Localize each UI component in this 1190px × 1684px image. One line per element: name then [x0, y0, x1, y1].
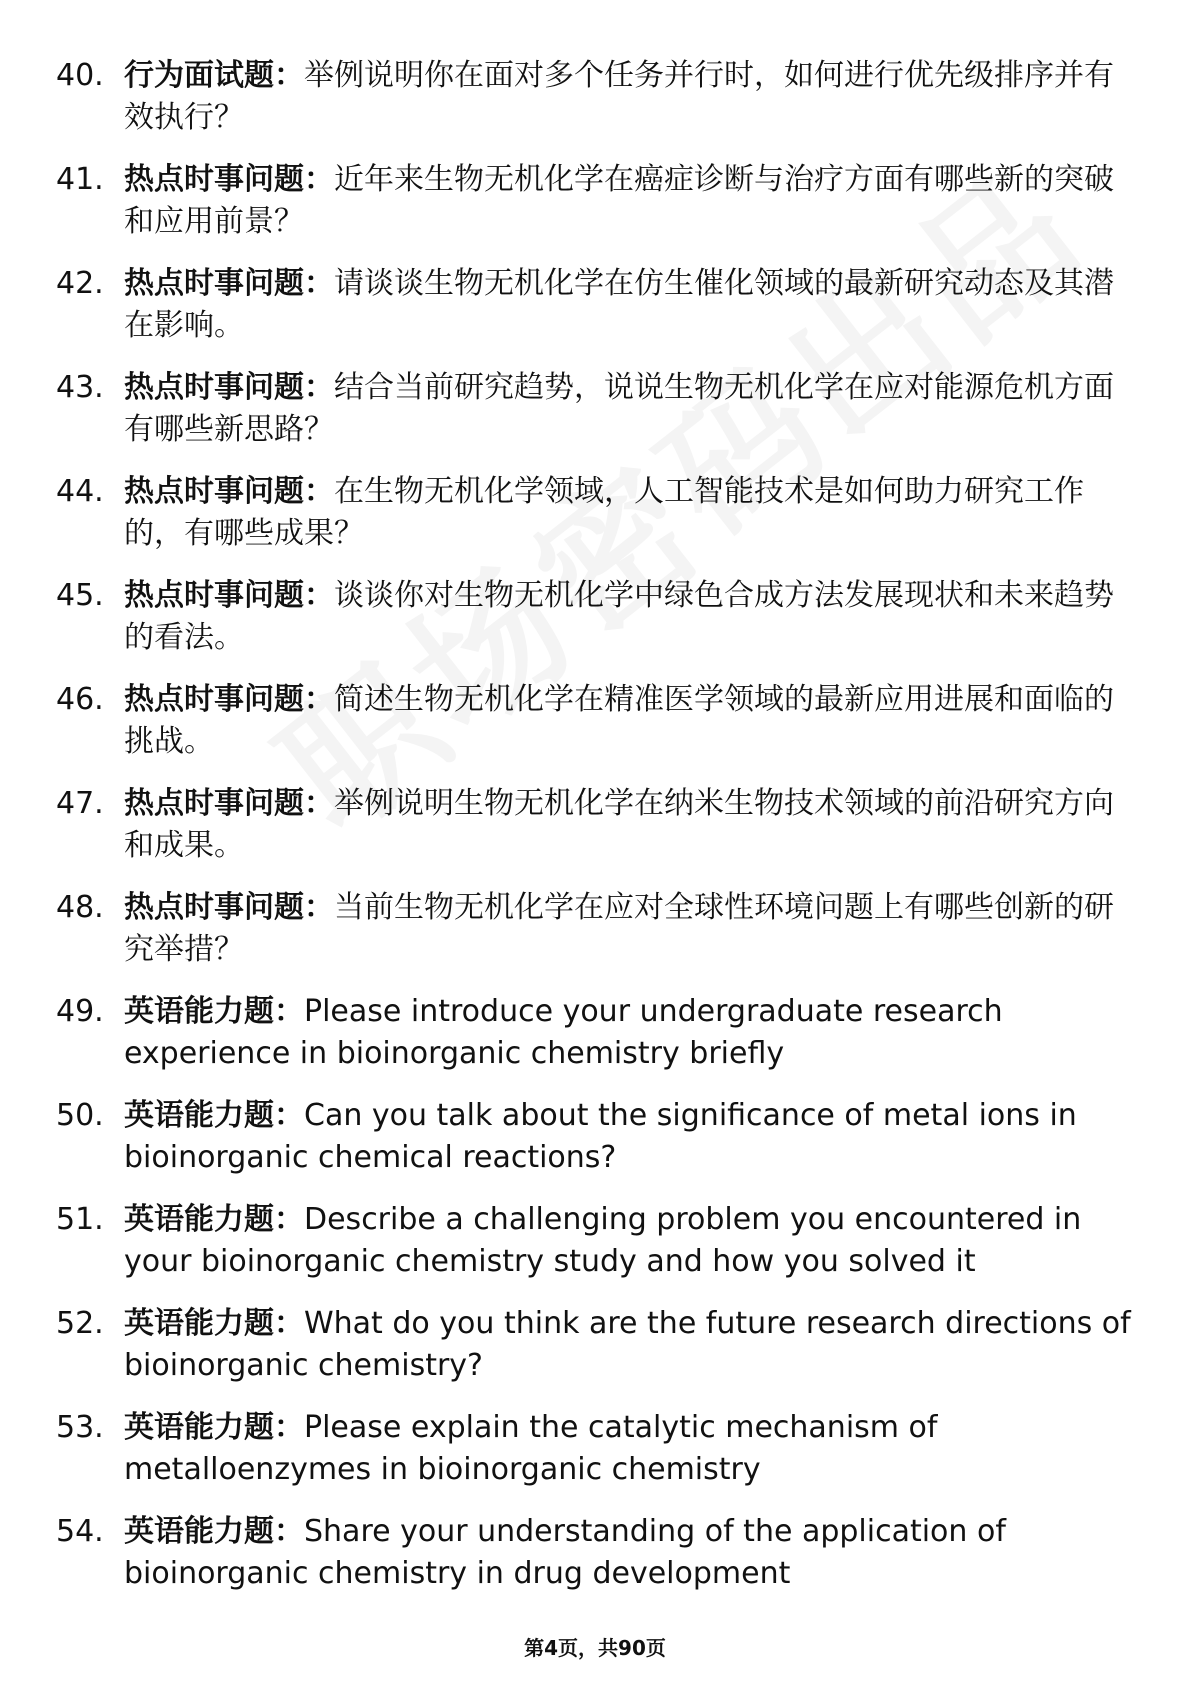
- question-item: [56, 991, 1136, 1075]
- question-category: 热点时事问题：: [124, 474, 334, 509]
- question-category: 热点时事问题：: [124, 370, 334, 405]
- question-number: 49.: [56, 994, 104, 1029]
- question-item: [56, 783, 1136, 867]
- question-category: 热点时事问题：: [124, 162, 334, 197]
- question-category: 英语能力题：: [124, 1410, 304, 1445]
- question-item: [56, 367, 1136, 451]
- question-text: Please explain the catalytic mechanism of metalloenzymes in bioinorganic chemistry: [124, 1410, 938, 1487]
- question-text: Please introduce your undergraduate research experience in bioinorganic chemistry briefly: [124, 994, 1003, 1071]
- question-number: 40.: [56, 58, 104, 93]
- question-item: [56, 471, 1136, 555]
- question-text: 请谈谈生物无机化学在仿生催化领域的最新研究动态及其潜在影响。: [124, 266, 1114, 343]
- question-text: 简述生物无机化学在精准医学领域的最新应用进展和面临的挑战。: [124, 682, 1114, 759]
- question-number: 50.: [56, 1098, 104, 1133]
- question-text: Describe a challenging problem you encountered in your bioinorganic chemistry study and how you solved it: [124, 1202, 1082, 1279]
- question-number: 42.: [56, 266, 104, 301]
- question-category: 热点时事问题：: [124, 578, 334, 613]
- question-text: 举例说明你在面对多个任务并行时，如何进行优先级排序并有效执行？: [124, 58, 1114, 135]
- question-list: [56, 55, 1136, 1615]
- question-number: 52.: [56, 1306, 104, 1341]
- question-number: 53.: [56, 1410, 104, 1445]
- question-item: [56, 159, 1136, 243]
- question-category: 英语能力题：: [124, 1306, 304, 1341]
- question-category: 英语能力题：: [124, 1514, 304, 1549]
- question-category: 英语能力题：: [124, 1202, 304, 1237]
- question-item: [56, 55, 1136, 139]
- question-item: [56, 263, 1136, 347]
- question-item: [56, 1407, 1136, 1491]
- question-number: 48.: [56, 890, 104, 925]
- question-number: 46.: [56, 682, 104, 717]
- question-item: [56, 575, 1136, 659]
- question-text: 举例说明生物无机化学在纳米生物技术领域的前沿研究方向和成果。: [124, 786, 1114, 863]
- question-category: 热点时事问题：: [124, 266, 334, 301]
- question-item: [56, 1095, 1136, 1179]
- question-number: 47.: [56, 786, 104, 821]
- question-text: 结合当前研究趋势，说说生物无机化学在应对能源危机方面有哪些新思路？: [124, 370, 1114, 447]
- question-number: 43.: [56, 370, 104, 405]
- question-number: 45.: [56, 578, 104, 613]
- question-category: 行为面试题：: [124, 58, 304, 93]
- question-text: 在生物无机化学领域，人工智能技术是如何助力研究工作的，有哪些成果？: [124, 474, 1084, 551]
- question-item: [56, 887, 1136, 971]
- page-indicator: 第4页，共90页: [524, 1636, 666, 1660]
- question-text: 谈谈你对生物无机化学中绿色合成方法发展现状和未来趋势的看法。: [124, 578, 1114, 655]
- page-footer: [0, 1632, 1190, 1661]
- question-category: 热点时事问题：: [124, 682, 334, 717]
- question-number: 41.: [56, 162, 104, 197]
- question-item: [56, 1511, 1136, 1595]
- question-number: 51.: [56, 1202, 104, 1237]
- question-text: Can you talk about the significance of metal ions in bioinorganic chemical reactions?: [124, 1098, 1077, 1175]
- question-text: Share your understanding of the application of bioinorganic chemistry in drug development: [124, 1514, 1006, 1591]
- question-number: 54.: [56, 1514, 104, 1549]
- question-category: 热点时事问题：: [124, 786, 334, 821]
- question-category: 英语能力题：: [124, 994, 304, 1029]
- question-text: 近年来生物无机化学在癌症诊断与治疗方面有哪些新的突破和应用前景？: [124, 162, 1114, 239]
- question-item: [56, 1199, 1136, 1283]
- question-category: 英语能力题：: [124, 1098, 304, 1133]
- question-number: 44.: [56, 474, 104, 509]
- question-text: 当前生物无机化学在应对全球性环境问题上有哪些创新的研究举措？: [124, 890, 1114, 967]
- question-text: What do you think are the future research directions of bioinorganic chemistry?: [124, 1306, 1131, 1383]
- question-item: [56, 679, 1136, 763]
- question-item: [56, 1303, 1136, 1387]
- question-category: 热点时事问题：: [124, 890, 334, 925]
